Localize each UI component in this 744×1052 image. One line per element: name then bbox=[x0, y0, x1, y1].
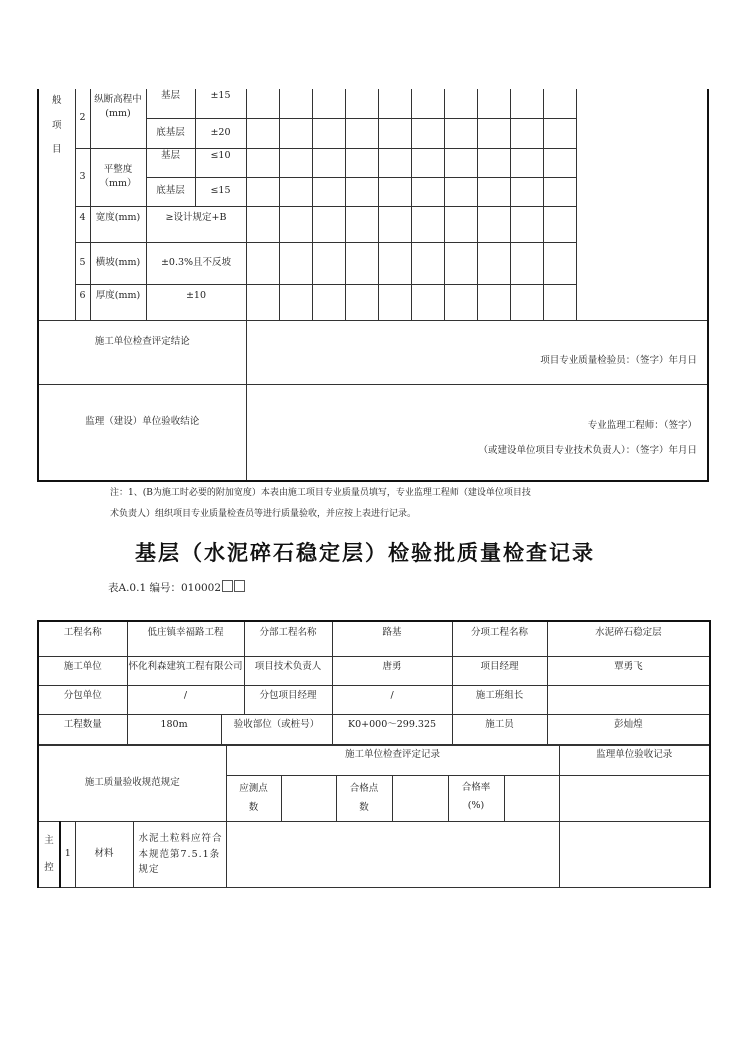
group-char: 项 bbox=[51, 119, 62, 131]
contractor-sign-field[interactable]: 项目专业质量检验员：（签字）年月日 bbox=[246, 320, 708, 384]
main-control-group-label bbox=[38, 822, 60, 888]
measure-cell[interactable] bbox=[312, 89, 345, 118]
pass-points-value[interactable] bbox=[392, 776, 448, 822]
item-number: 6 bbox=[75, 284, 90, 320]
pass-rate-value[interactable] bbox=[504, 776, 559, 822]
project-name-label: 工程名称 bbox=[38, 621, 127, 656]
supervisor-sign-line-2: （或建设单位项目专业技术负责人）：（签字）年月日 bbox=[478, 444, 697, 456]
measure-cell[interactable] bbox=[477, 242, 510, 284]
measure-cell[interactable] bbox=[312, 177, 345, 206]
tolerance: ≤15 bbox=[195, 177, 246, 206]
measure-cell[interactable] bbox=[246, 284, 279, 320]
tolerance: ±20 bbox=[195, 118, 246, 148]
measure-cell[interactable] bbox=[411, 148, 444, 177]
measure-cell[interactable] bbox=[510, 118, 543, 148]
measure-cell[interactable] bbox=[312, 206, 345, 242]
measure-cell[interactable] bbox=[246, 177, 279, 206]
measure-cell[interactable] bbox=[378, 284, 411, 320]
measure-cell[interactable] bbox=[378, 206, 411, 242]
project-info-table bbox=[37, 620, 711, 746]
page-title: 基层（水泥碎石稳定层）检验批质量检查记录 bbox=[135, 541, 595, 565]
measure-cell[interactable] bbox=[345, 284, 378, 320]
measure-cell[interactable] bbox=[510, 148, 543, 177]
pm-label: 项目经理 bbox=[452, 656, 547, 685]
measure-cell[interactable] bbox=[246, 148, 279, 177]
group-char: 主 bbox=[44, 834, 54, 846]
measure-cell[interactable] bbox=[279, 118, 312, 148]
quantity-label: 工程数量 bbox=[38, 714, 127, 745]
measure-cell[interactable] bbox=[543, 242, 576, 284]
measure-cell[interactable] bbox=[510, 89, 543, 118]
item-number: 3 bbox=[75, 148, 90, 206]
measure-cell[interactable] bbox=[411, 242, 444, 284]
contractor-record-header: 施工单位检查评定记录 bbox=[226, 745, 559, 776]
measure-cell[interactable] bbox=[543, 148, 576, 177]
measure-cell[interactable] bbox=[444, 206, 477, 242]
footnote-line-2: 术负责人）组织项目专业质量检查员等进行质量验收，并应按上表进行记录。 bbox=[110, 509, 417, 519]
measure-cell[interactable] bbox=[345, 206, 378, 242]
layer-label: 底基层 bbox=[146, 177, 195, 206]
measure-cell[interactable] bbox=[246, 242, 279, 284]
measure-cell[interactable] bbox=[312, 284, 345, 320]
measure-cell[interactable] bbox=[477, 118, 510, 148]
subcontractor-value: / bbox=[127, 685, 244, 714]
worker-label: 施工员 bbox=[452, 714, 547, 745]
measure-cell[interactable] bbox=[444, 89, 477, 118]
measure-cell[interactable] bbox=[279, 148, 312, 177]
team-leader-value[interactable] bbox=[547, 685, 710, 714]
measure-cell[interactable] bbox=[477, 89, 510, 118]
contractor-conclusion-label: 施工单位检查评定结论 bbox=[38, 320, 246, 384]
location-value: K0+000～299.325 bbox=[332, 714, 452, 745]
item-name: 平整度（mm） bbox=[90, 148, 146, 206]
measure-cell[interactable] bbox=[246, 118, 279, 148]
subitem-value: 水泥碎石稳定层 bbox=[547, 621, 710, 656]
measure-cell[interactable] bbox=[378, 89, 411, 118]
measure-cell[interactable] bbox=[477, 177, 510, 206]
table-number bbox=[108, 580, 245, 595]
team-leader-label: 施工班组长 bbox=[452, 685, 547, 714]
measure-cell[interactable] bbox=[279, 242, 312, 284]
points-value[interactable] bbox=[281, 776, 336, 822]
footnote bbox=[110, 483, 670, 525]
measure-cell[interactable] bbox=[279, 206, 312, 242]
measure-cell[interactable] bbox=[444, 118, 477, 148]
measure-cell[interactable] bbox=[378, 118, 411, 148]
contractor-value: 怀化利森建筑工程有限公司 bbox=[127, 656, 244, 685]
tech-lead-value: 唐勇 bbox=[332, 656, 452, 685]
measure-cell[interactable] bbox=[345, 118, 378, 148]
measure-cell[interactable] bbox=[246, 89, 279, 118]
item-number: 1 bbox=[60, 822, 75, 888]
supervisor-record-cell[interactable] bbox=[559, 822, 710, 888]
subcontractor-label: 分包单位 bbox=[38, 685, 127, 714]
tolerance: ≤10 bbox=[195, 148, 246, 177]
measure-cell[interactable] bbox=[444, 148, 477, 177]
measure-cell[interactable] bbox=[312, 148, 345, 177]
measure-cell[interactable] bbox=[345, 177, 378, 206]
tolerance: ≥设计规定+B bbox=[146, 206, 246, 242]
spec-header: 施工质量验收规范规定 bbox=[38, 745, 226, 822]
tech-lead-label: 项目技术负责人 bbox=[244, 656, 332, 685]
item-name: 横坡(mm) bbox=[90, 242, 146, 284]
code-digit-box[interactable] bbox=[222, 580, 233, 592]
worker-value: 彭灿煌 bbox=[547, 714, 710, 745]
measure-cell[interactable] bbox=[378, 148, 411, 177]
measure-cell[interactable] bbox=[543, 206, 576, 242]
item-number: 5 bbox=[75, 242, 90, 284]
tolerance: ±10 bbox=[146, 284, 246, 320]
measure-cell[interactable] bbox=[312, 242, 345, 284]
measure-cell[interactable] bbox=[477, 148, 510, 177]
measure-cell[interactable] bbox=[411, 206, 444, 242]
supervisor-sign-line-1: 专业监理工程师：（签字） bbox=[587, 419, 697, 431]
supervisor-record-header: 监理单位验收记录 bbox=[559, 745, 710, 776]
measure-cell[interactable] bbox=[411, 118, 444, 148]
measure-cell[interactable] bbox=[411, 177, 444, 206]
item-spec: 水泥土粒料应符合本规范第7.5.1条规定 bbox=[133, 822, 226, 888]
supervisor-sign-field[interactable] bbox=[246, 384, 708, 481]
division-value: 路基 bbox=[332, 621, 452, 656]
measure-cell[interactable] bbox=[246, 206, 279, 242]
measure-cell[interactable] bbox=[543, 177, 576, 206]
location-label: 验收部位（或桩号） bbox=[221, 714, 332, 745]
pass-points-label: 合格点数 bbox=[336, 776, 392, 822]
sub-pm-label: 分包项目经理 bbox=[244, 685, 332, 714]
measure-cell[interactable] bbox=[411, 284, 444, 320]
code-digit-box[interactable] bbox=[234, 580, 245, 592]
tolerance: ±15 bbox=[195, 89, 246, 118]
item-name: 纵断高程中(mm) bbox=[90, 89, 146, 148]
layer-label: 底基层 bbox=[146, 118, 195, 148]
supervisor-record-cell[interactable] bbox=[559, 776, 710, 822]
table-number-text: 表A.0.1 编号：010002 bbox=[108, 582, 222, 594]
general-items-table bbox=[37, 89, 709, 482]
item-number: 2 bbox=[75, 89, 90, 148]
measure-cell[interactable] bbox=[510, 177, 543, 206]
measure-cell[interactable] bbox=[444, 284, 477, 320]
measure-cell[interactable] bbox=[543, 284, 576, 320]
pass-rate-label: 合格率(%) bbox=[448, 776, 504, 822]
measure-cell[interactable] bbox=[510, 242, 543, 284]
tolerance: ±0.3%且不反坡 bbox=[146, 242, 246, 284]
supervisor-conclusion-label: 监理（建设）单位验收结论 bbox=[38, 384, 246, 481]
division-label: 分部工程名称 bbox=[244, 621, 332, 656]
measure-cell[interactable] bbox=[444, 242, 477, 284]
project-name-value: 低庄镇幸福路工程 bbox=[127, 621, 244, 656]
measure-cell[interactable] bbox=[444, 177, 477, 206]
measure-cell[interactable] bbox=[345, 242, 378, 284]
measure-cell[interactable] bbox=[279, 89, 312, 118]
layer-label: 基层 bbox=[146, 89, 195, 118]
measure-cell[interactable] bbox=[477, 284, 510, 320]
measure-cell[interactable] bbox=[279, 284, 312, 320]
item-name: 厚度(mm) bbox=[90, 284, 146, 320]
quantity-value: 180m bbox=[127, 714, 221, 745]
measure-cell[interactable] bbox=[378, 242, 411, 284]
measure-cell[interactable] bbox=[345, 148, 378, 177]
footnote-line-1: 注：1、(B为施工时必要的附加宽度）本表由施工项目专业质量员填写，专业监理工程师（建设单位项目技 bbox=[110, 488, 531, 498]
item-name: 宽度(mm) bbox=[90, 206, 146, 242]
measure-cell[interactable] bbox=[543, 89, 576, 118]
measure-cell[interactable] bbox=[345, 89, 378, 118]
measure-cell[interactable] bbox=[510, 206, 543, 242]
contractor-label: 施工单位 bbox=[38, 656, 127, 685]
group-char: 目 bbox=[51, 144, 62, 156]
general-items-group-label bbox=[38, 89, 75, 320]
item-number: 4 bbox=[75, 206, 90, 242]
group-char: 控 bbox=[44, 861, 54, 873]
points-label: 应测点数 bbox=[226, 776, 281, 822]
measure-cell[interactable] bbox=[543, 118, 576, 148]
measure-cell[interactable] bbox=[279, 177, 312, 206]
pm-value: 覃勇飞 bbox=[547, 656, 710, 685]
measure-cell[interactable] bbox=[411, 89, 444, 118]
main-control-table bbox=[37, 744, 711, 888]
contractor-record-cell[interactable] bbox=[226, 822, 559, 888]
sub-pm-value: / bbox=[332, 685, 452, 714]
subitem-label: 分项工程名称 bbox=[452, 621, 547, 656]
supervisor-check-cell[interactable] bbox=[576, 89, 708, 320]
item-name: 材料 bbox=[75, 822, 133, 888]
measure-cell[interactable] bbox=[477, 206, 510, 242]
layer-label: 基层 bbox=[146, 148, 195, 177]
measure-cell[interactable] bbox=[378, 177, 411, 206]
group-char: 般 bbox=[51, 95, 62, 106]
measure-cell[interactable] bbox=[510, 284, 543, 320]
measure-cell[interactable] bbox=[312, 118, 345, 148]
